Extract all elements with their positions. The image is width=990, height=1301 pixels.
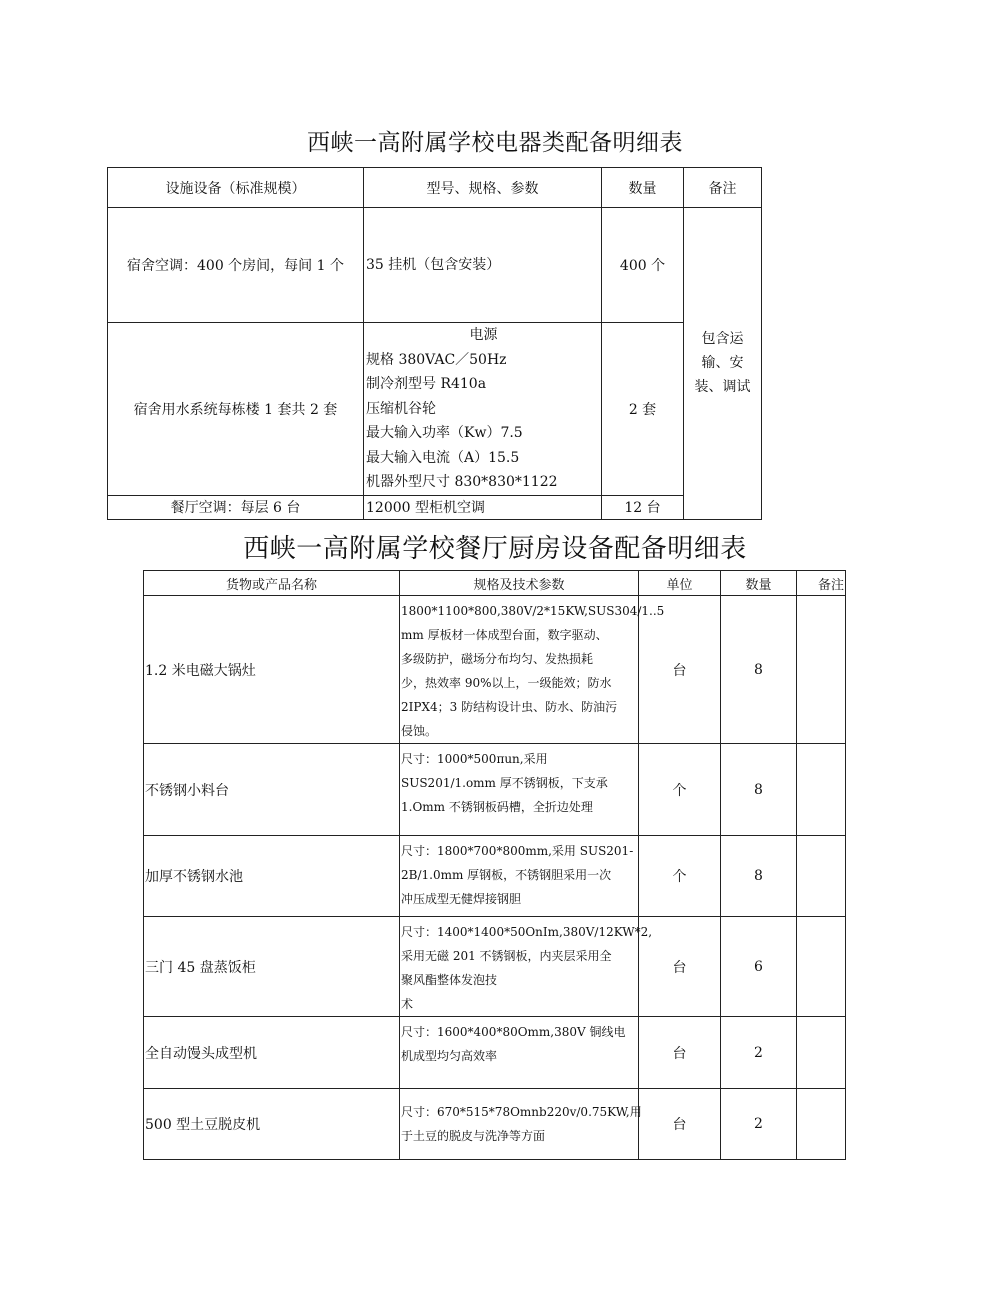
spec-cell — [364, 323, 602, 496]
remark-cell — [797, 836, 846, 917]
spec-line: 2B∕1.0mm 厚钢板，不锈钢胆采用一次 — [401, 868, 612, 882]
spec-line: 机器外型尺寸 830*830*1122 — [366, 474, 558, 490]
qty-cell: 6 — [721, 917, 797, 1017]
remark-line: 包含运 — [701, 331, 744, 348]
spec-cell — [400, 596, 665, 744]
table-row — [144, 1017, 846, 1089]
table-row — [144, 836, 846, 917]
qty-cell: 2 — [721, 1017, 797, 1089]
kitchen-equipment-table — [143, 570, 846, 1160]
header-cell: 备注 — [797, 571, 846, 596]
qty-cell: 400 个 — [602, 208, 684, 323]
spec-line: mm 厚板材一体成型台面，数字驱动、 — [401, 628, 608, 642]
name-cell: 加厚不锈钢水池 — [144, 836, 400, 917]
spec-line: 1800*1100*800,380V∕2*15KW,SUS304∕1..5 — [401, 604, 665, 618]
header-cell: 单位 — [639, 571, 721, 596]
spec-line: SUS201∕1.omm 厚不锈钢板，下支承 — [401, 776, 608, 790]
spec-line: 最大输入功率（Kw）7.5 — [366, 425, 523, 441]
spec-cell — [364, 208, 602, 323]
header-cell: 设施设备（标准规模） — [108, 168, 364, 208]
spec-line: 采用无磁 201 不锈钢板，内夹层采用全 — [401, 949, 612, 963]
table1-title: 西峡一高附属学校电器类配备明细表 — [307, 130, 683, 156]
qty-cell: 2 — [721, 1089, 797, 1160]
header-cell: 数量 — [602, 168, 684, 208]
spec-line: 尺寸：1400*1400*50OnIm,380V∕12KW*2, — [401, 925, 653, 939]
name-cell: 三门 45 盘蒸饭柜 — [144, 917, 400, 1017]
table-row — [144, 917, 846, 1017]
spec-line: 尺寸：1600*400*80Omm,380V 铜线电 — [401, 1025, 626, 1039]
table-row — [108, 208, 762, 323]
remark-cell — [797, 1017, 846, 1089]
unit-cell: 台 — [639, 596, 721, 744]
remark-cell — [797, 596, 846, 744]
item-cell: 餐厅空调：每层 6 台 — [108, 495, 364, 519]
qty-cell: 12 台 — [602, 495, 684, 519]
spec-line: 术 — [401, 997, 414, 1011]
spec-line: 尺寸：1000*500πun,采用 — [401, 752, 548, 766]
spec-line: 于土豆的脱皮与洗净等方面 — [401, 1129, 546, 1143]
qty-cell: 8 — [721, 596, 797, 744]
spec-line: 规格 380VAC／50Hz — [366, 351, 507, 368]
item-cell: 宿舍空调：400 个房间，每间 1 个 — [108, 208, 364, 323]
name-cell: 1.2 米电磁大锅灶 — [144, 596, 400, 744]
spec-line: 制冷剂型号 R410a — [366, 376, 487, 392]
spec-line: 尺寸：1800*700*800mm,采用 SUS201- — [401, 844, 634, 858]
name-cell: 不锈钢小料台 — [144, 744, 400, 836]
unit-cell: 台 — [639, 1089, 721, 1160]
spec-line: 聚风酯整体发泡技 — [401, 973, 498, 987]
spec-line: 少，热效率 90%以上，一级能效；防水 — [401, 676, 612, 690]
spec-line: 冲压成型无健焊接钢胆 — [401, 892, 522, 906]
spec-cell — [400, 744, 639, 836]
header-cell: 数量 — [721, 571, 797, 596]
name-cell: 全自动馒头成型机 — [144, 1017, 400, 1089]
remark-cell — [797, 1089, 846, 1160]
spec-line: 压缩机谷轮 — [366, 400, 436, 417]
remark-cell — [684, 208, 762, 520]
remark-line: 装、调试 — [694, 379, 751, 396]
spec-line: 最大输入电流（A）15.5 — [366, 449, 520, 466]
table-row — [108, 323, 762, 496]
spec-line: 2IPX4；3 防结构设计虫、防水、防油污 — [401, 700, 618, 714]
spec-cell: 12000 型柜机空调 — [364, 495, 602, 519]
spec-line: 电源 — [469, 327, 498, 343]
spec-cell — [400, 1089, 642, 1160]
qty-cell: 2 套 — [602, 323, 684, 496]
table-row — [144, 596, 846, 744]
table-row — [144, 744, 846, 836]
spec-cell — [400, 1017, 639, 1089]
header-cell: 规格及技术参数 — [400, 571, 639, 596]
item-cell: 宿舍用水系统每栋楼 1 套共 2 套 — [108, 323, 364, 496]
spec-line: 尺寸：670*515*78Omnb220v∕0.75KW,用 — [401, 1105, 642, 1119]
spec-line: 侵蚀。 — [401, 724, 438, 738]
table-row — [108, 495, 762, 519]
table-row — [144, 1089, 846, 1160]
table-header-row — [108, 168, 762, 208]
spec-line: 35 挂机（包含安装） — [366, 256, 501, 273]
unit-cell: 个 — [639, 744, 721, 836]
spec-line: 1.Omm 不锈钢板码槽，全折边处理 — [401, 800, 593, 814]
qty-cell: 8 — [721, 744, 797, 836]
spec-cell — [400, 836, 639, 917]
unit-cell: 个 — [639, 836, 721, 917]
remark-cell — [797, 917, 846, 1017]
header-cell: 货物或产品名称 — [144, 571, 400, 596]
unit-cell: 台 — [639, 1017, 721, 1089]
unit-cell: 台 — [639, 917, 721, 1017]
table2-title: 西峡一高附属学校餐厅厨房设备配备明细表 — [243, 534, 747, 564]
remark-line: 输、安 — [701, 355, 744, 372]
header-cell: 型号、规格、参数 — [364, 168, 602, 208]
spec-line: 多级防护，磁场分布均匀、发热损耗 — [401, 652, 594, 666]
name-cell: 500 型土豆脱皮机 — [144, 1089, 400, 1160]
header-cell: 备注 — [684, 168, 762, 208]
spec-cell — [400, 917, 653, 1017]
qty-cell: 8 — [721, 836, 797, 917]
table-header-row — [144, 571, 846, 596]
spec-line: 机成型均匀高效率 — [401, 1049, 498, 1063]
remark-cell — [797, 744, 846, 836]
electrical-equipment-table — [107, 167, 762, 520]
